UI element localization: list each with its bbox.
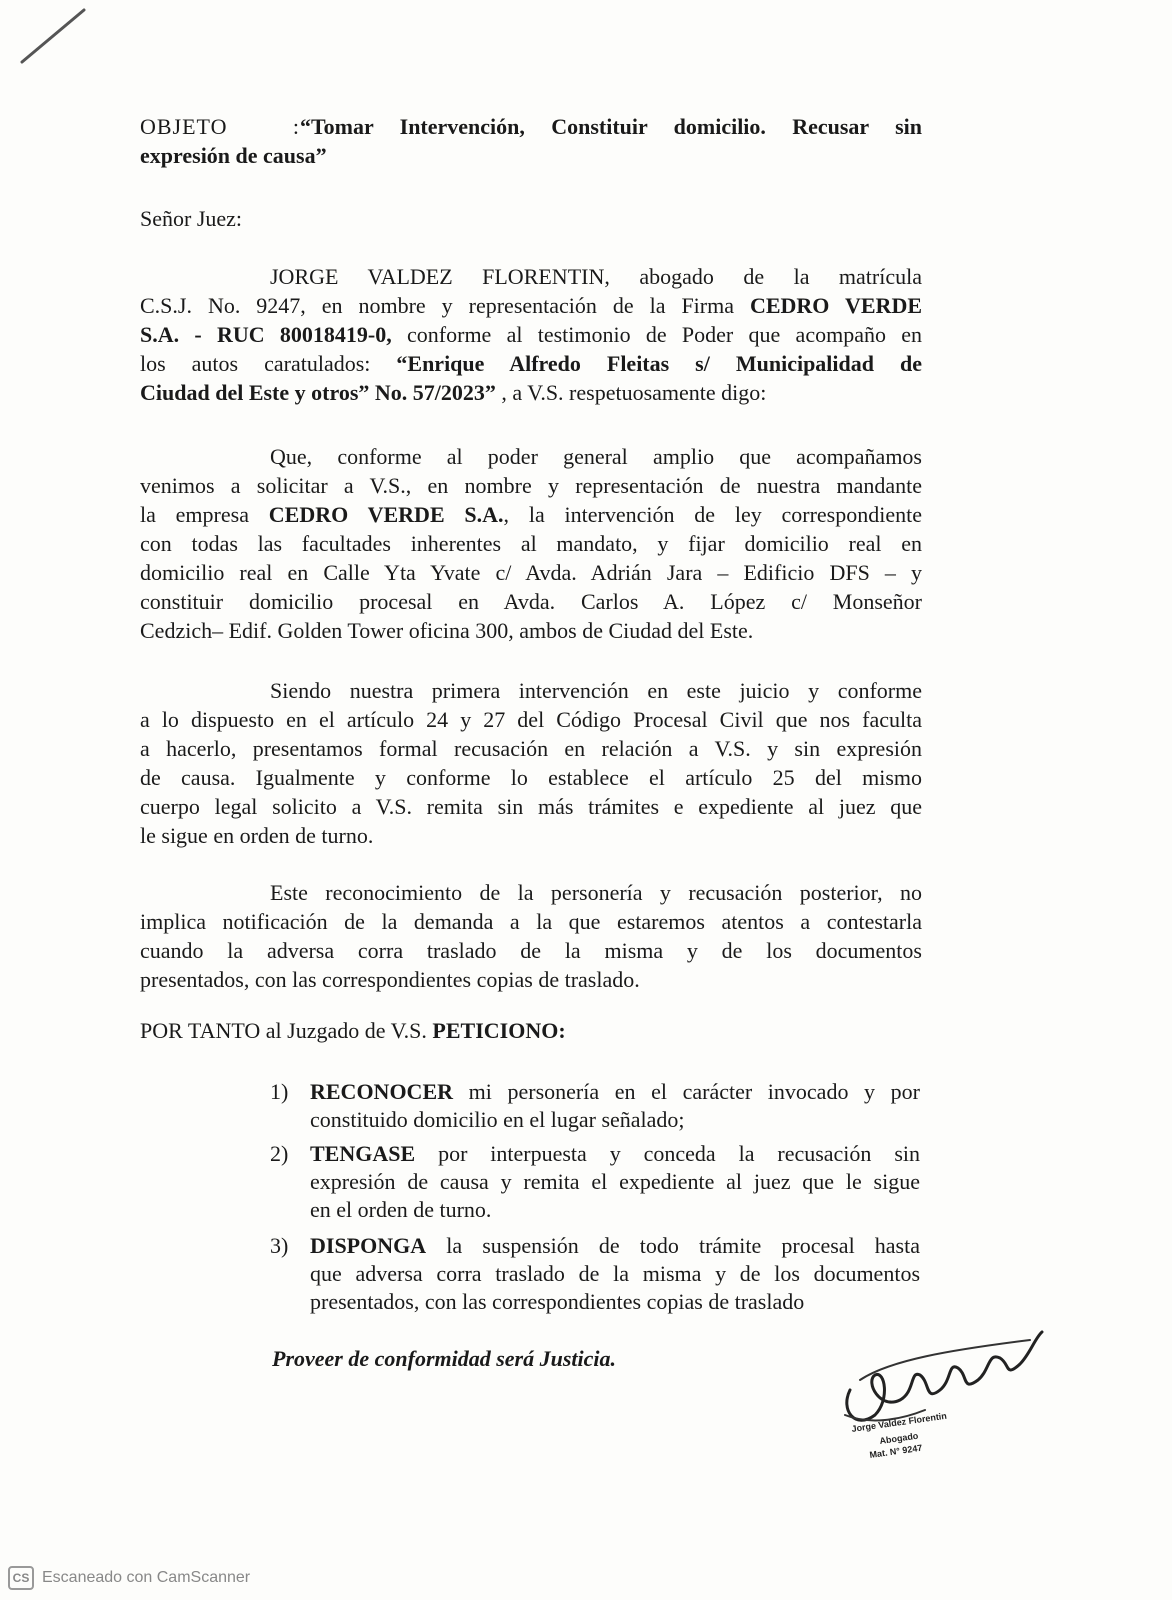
- para1-line2: venimos a solicitar a V.S., en nombre y representación de nuestra mandante: [140, 473, 922, 498]
- intro-line1-rest: abogado de la matrícula: [639, 264, 922, 289]
- para2-line2: a lo dispuesto en el artículo 24 y 27 del Código Procesal Civil que nos faculta: [140, 707, 922, 732]
- firm-ruc: S.A. - RUC 80018419-0,: [140, 322, 392, 347]
- item-verb: DISPONGA: [310, 1233, 427, 1258]
- case-title-part2: Ciudad del Este y otros” No. 57/2023”: [140, 380, 496, 405]
- para2-line6: le sigue en orden de turno.: [140, 823, 374, 848]
- petition-item: [270, 1140, 920, 1224]
- intro-paragraph: [140, 262, 922, 407]
- petition-keyword: PETICIONO:: [432, 1018, 566, 1043]
- item-line2: que adversa corra traslado de la misma y de los documentos: [310, 1261, 920, 1286]
- intro-line3-rest: conforme al testimonio de Poder que acompaño en: [407, 322, 922, 347]
- item-number: 3): [270, 1233, 289, 1258]
- stamp-line2: Abogado: [878, 1430, 919, 1446]
- handwritten-signature: [830, 1320, 1060, 1470]
- intro-line4: los autos caratulados:: [140, 351, 371, 376]
- para1-line5: domicilio real en Calle Yta Yvate c/ Avda. Adrián Jara – Edificio DFS – y: [140, 560, 922, 585]
- camscanner-logo-icon: CS: [8, 1566, 34, 1590]
- scanner-footer: [8, 1566, 250, 1590]
- item-verb: RECONOCER: [310, 1079, 454, 1104]
- item-line1: la suspensión de todo trámite procesal hasta: [446, 1233, 920, 1258]
- intro-line5-rest: , a V.S. respetuosamente digo:: [501, 380, 767, 405]
- para2-line5: cuerpo legal solicito a V.S. remita sin más trámites e expediente al juez que: [140, 794, 922, 819]
- para1-line1: Que, conforme al poder general amplio que acompañamos: [270, 444, 922, 469]
- closing-formula: Proveer de conformidad será Justicia.: [272, 1346, 617, 1371]
- item-line2: expresión de causa y remita el expediente al juez que le sigue: [310, 1169, 920, 1194]
- item-line3: en el orden de turno.: [310, 1197, 492, 1222]
- para1-line7: Cedzich– Edif. Golden Tower oficina 300, ambos de Ciudad del Este.: [140, 618, 754, 643]
- pen-scratch-mark: [18, 6, 88, 66]
- para3-line2: implica notificación de la demanda a la que estaremos atentos a contestarla: [140, 909, 922, 934]
- case-title-part1: “Enrique Alfredo Fleitas s/ Municipalidad de: [396, 351, 922, 376]
- lawyer-name: JORGE VALDEZ FLORENTIN,: [270, 264, 610, 289]
- para2-line4: de causa. Igualmente y conforme lo establece el artículo 25 del mismo: [140, 765, 922, 790]
- item-number: 1): [270, 1079, 289, 1104]
- item-verb: TENGASE: [310, 1141, 416, 1166]
- paragraph-recusation: [140, 676, 922, 850]
- petition-lead-text: POR TANTO al Juzgado de V.S.: [140, 1018, 427, 1043]
- intro-line2: C.S.J. No. 9247, en nombre y representación de la Firma: [140, 293, 734, 318]
- company-name: CEDRO VERDE S.A.: [268, 502, 504, 527]
- para1-line3b: , la intervención de ley correspondiente: [503, 502, 922, 527]
- petition-item: [270, 1232, 920, 1316]
- paragraph-notification: [140, 878, 922, 994]
- para3-line3: cuando la adversa corra traslado de la misma y de los documentos: [140, 938, 922, 963]
- item-line3: presentados, con las correspondientes copias de traslado: [310, 1289, 805, 1314]
- stamp-line1: Jorge Valdez Florentin: [850, 1410, 948, 1434]
- salutation: Señor Juez:: [140, 206, 243, 231]
- petition-list: [270, 1078, 920, 1318]
- para1-line6: constituir domicilio procesal en Avda. Carlos A. López c/ Monseñor: [140, 589, 922, 614]
- petition-lead: [140, 1018, 566, 1044]
- item-line1: por interpuesta y conceda la recusación sin: [438, 1141, 920, 1166]
- firm-name: CEDRO VERDE: [749, 293, 922, 318]
- petition-item: [270, 1078, 920, 1134]
- item-number: 2): [270, 1141, 289, 1166]
- para3-line4: presentados, con las correspondientes copias de traslado.: [140, 967, 640, 992]
- objeto-title-line2: expresión de causa”: [140, 143, 327, 168]
- objeto-label: OBJETO :: [140, 114, 300, 139]
- para2-line1: Siendo nuestra primera intervención en este juicio y conforme: [270, 678, 922, 703]
- scanner-watermark-text: Escaneado con CamScanner: [42, 1569, 251, 1586]
- objeto-title-line1: “Tomar Intervención, Constituir domicilio. Recusar sin: [300, 114, 922, 139]
- para1-line3a: la empresa: [140, 502, 249, 527]
- paragraph-intervention: [140, 442, 922, 645]
- para2-line3: a hacerlo, presentamos formal recusación en relación a V.S. y sin expresión: [140, 736, 922, 761]
- objeto-heading: [140, 112, 922, 170]
- para3-line1: Este reconocimiento de la personería y recusación posterior, no: [270, 880, 922, 905]
- item-line2: constituido domicilio en el lugar señalado;: [310, 1107, 685, 1132]
- stamp-line3: Mat. N° 9247: [868, 1442, 923, 1460]
- item-line1: mi personería en el carácter invocado y por: [468, 1079, 921, 1104]
- para1-line4: con todas las facultades inherentes al mandato, y fijar domicilio real en: [140, 531, 922, 556]
